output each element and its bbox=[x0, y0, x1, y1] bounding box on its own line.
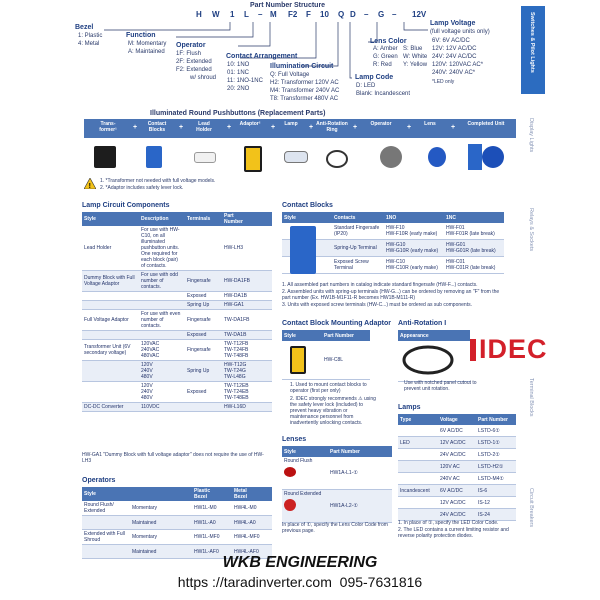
illum-col-header: Anti-Rotation Ring bbox=[316, 121, 348, 133]
cb-cell-nc: HW-F01 HW-F01R (late break) bbox=[444, 223, 504, 240]
table-row bbox=[82, 501, 272, 516]
lc-cell-desc bbox=[139, 331, 185, 340]
lampcode-opt-blank: Blank: Incandescent bbox=[356, 91, 411, 97]
ma-col-style: Style bbox=[282, 330, 322, 341]
op-cell-type: Momentary bbox=[130, 530, 192, 545]
op-cell-metal: HW4L-A0 bbox=[232, 516, 272, 530]
op-cell-type: Maintained bbox=[130, 545, 192, 559]
part-char: 10 bbox=[320, 10, 329, 19]
part-char: W bbox=[212, 10, 220, 19]
table-row bbox=[398, 473, 516, 485]
lc-cell-part: HW-L16D bbox=[222, 403, 272, 412]
op-cell-metal: HW4L-M0 bbox=[232, 501, 272, 516]
lamps-heading: Lamps bbox=[398, 404, 421, 411]
lampvoltage-title: Lamp Voltage bbox=[430, 20, 476, 27]
lampvoltage-opt-240v: 240V: 240V AC* bbox=[432, 70, 476, 76]
contact-blocks-note-3: 3. Units with exposed screw terminals (HW-C...) must be ordered as sub components. bbox=[282, 302, 472, 308]
part-char: 1 bbox=[230, 10, 235, 19]
operators-heading: Operators bbox=[82, 477, 116, 484]
lc-cell-term: Exposed bbox=[185, 292, 222, 301]
lp-col: Voltage bbox=[438, 414, 476, 425]
lc-col: Description bbox=[139, 212, 185, 226]
side-tab-switches-label: Switches & Pilot Lights bbox=[529, 12, 535, 73]
contact-opt-20: 20: 2NO bbox=[227, 86, 250, 92]
lc-cell-term: Spring Up bbox=[185, 301, 222, 310]
table-row bbox=[82, 331, 272, 340]
side-tab-display[interactable]: Display Lights bbox=[528, 118, 534, 153]
anti-rotation-ring-image bbox=[326, 150, 348, 168]
part-char: – bbox=[392, 10, 397, 19]
table-row bbox=[82, 340, 272, 361]
part-char: D bbox=[350, 10, 356, 19]
lp-cell-part: LSTD-1① bbox=[476, 437, 516, 449]
lc-cell-desc bbox=[139, 301, 185, 310]
operator-opt-f2-sub: w/ shroud bbox=[190, 75, 217, 81]
table-row bbox=[398, 437, 516, 449]
plus-sign: + bbox=[353, 124, 358, 131]
cb-cell-contacts: Exposed Screw Terminal bbox=[332, 257, 384, 274]
table-row bbox=[398, 497, 516, 509]
contact-title: Contact Arrangement bbox=[226, 53, 298, 60]
lp-cell-part: LSTD-2① bbox=[476, 449, 516, 461]
side-tab-breakers[interactable]: Circuit Breakers bbox=[528, 488, 534, 528]
table-row bbox=[82, 226, 272, 271]
lc-cell-desc: 120V 240V 480V bbox=[139, 382, 185, 403]
illum-col-header: Lens bbox=[424, 121, 436, 127]
lens-row-1-part: HW1A-L1-① bbox=[328, 457, 392, 490]
lens-image bbox=[428, 147, 446, 167]
lc-cell-part: HW-GA1 bbox=[222, 301, 272, 310]
illum-col-header: Completed Unit bbox=[467, 121, 505, 127]
part-char: 12V bbox=[412, 10, 427, 19]
lamps-note-1: 1. In place of ①, specify the LED Color Code. bbox=[398, 520, 499, 526]
lp-cell-type bbox=[398, 509, 438, 521]
adaptor-image bbox=[244, 146, 262, 172]
lampvoltage-opt-24v: 24V: 24V AC/DC bbox=[432, 54, 477, 60]
lc-cell-desc: 110VDC bbox=[139, 403, 185, 412]
table-row bbox=[82, 382, 272, 403]
side-tab-terminal[interactable]: Terminal Blocks bbox=[528, 378, 534, 417]
lamp-circuit-table bbox=[82, 212, 272, 412]
contact-opt-01: 01: 1NC bbox=[227, 70, 250, 76]
lc-cell-part: TW-T12FB TW-T24FB TW-T48FB bbox=[222, 340, 272, 361]
lc-col: Style bbox=[82, 212, 139, 226]
illuminated-parts-row bbox=[84, 138, 516, 178]
op-cell-style: Round Flush/ Extended bbox=[82, 501, 130, 516]
lamp-circuit-note: HW-GA1 "Dummy Block with full voltage adaptor" does not require the use of HW-LH3 bbox=[82, 452, 264, 464]
cb-col: Style bbox=[282, 212, 332, 223]
table-row bbox=[398, 449, 516, 461]
part-char: F bbox=[306, 10, 311, 19]
illum-col-header: Lamp bbox=[284, 121, 298, 127]
lc-cell-style: Full Voltage Adaptor bbox=[82, 310, 139, 331]
contact-block-photo bbox=[290, 226, 316, 274]
function-opt-m: M: Momentary bbox=[128, 41, 167, 47]
cb-cell-no: HW-F10 HW-F10R (early make) bbox=[384, 223, 444, 240]
completed-unit-image bbox=[482, 146, 504, 168]
mounting-adaptor-note-1: 1. Used to mount contact blocks to operator (first per only) bbox=[290, 382, 367, 394]
ar-col-appearance: Appearance bbox=[398, 330, 470, 341]
mounting-adaptor-note-2: 2. IDEC strongly recommends ⚠ using the safety lever lock (included) to prevent heavy vibration or maintenance personnel from inadvertently unlocking contacts. bbox=[290, 396, 376, 426]
part-char: G bbox=[378, 10, 385, 19]
table-row bbox=[82, 301, 272, 310]
lc-col: Part Number bbox=[222, 212, 272, 226]
op-col: Plastic Bezel bbox=[192, 487, 232, 501]
lead-holder-image bbox=[194, 152, 216, 163]
operator-image bbox=[380, 146, 402, 168]
cb-col: 1NC bbox=[444, 212, 504, 223]
lp-cell-volt: 12V AC/DC bbox=[438, 497, 476, 509]
plus-sign: + bbox=[179, 124, 184, 131]
lc-cell-desc: For use with even number of contacts. bbox=[139, 310, 185, 331]
table-row bbox=[398, 425, 516, 437]
mounting-adaptor-heading: Contact Block Mounting Adaptor bbox=[282, 320, 392, 327]
lc-cell-style: Transformer Unit (6V secondary voltage) bbox=[82, 340, 139, 361]
lp-cell-part: IS-6 bbox=[476, 485, 516, 497]
lp-cell-volt: 6V AC/DC bbox=[438, 425, 476, 437]
op-cell-plastic: HW1L-AF0 bbox=[192, 545, 232, 559]
lp-cell-type bbox=[398, 473, 438, 485]
op-cell-metal: HW4L-MF0 bbox=[232, 530, 272, 545]
lc-cell-desc: For use with odd number of contacts. bbox=[139, 271, 185, 292]
lens-opt-r: R: Red bbox=[373, 62, 392, 68]
contact-blocks-heading: Contact Blocks bbox=[282, 202, 333, 209]
lampvoltage-note: *LED only bbox=[432, 79, 455, 85]
side-tab-switches[interactable] bbox=[521, 6, 545, 94]
lens-col-style: Style bbox=[282, 446, 328, 457]
lp-cell-type bbox=[398, 449, 438, 461]
plus-sign: + bbox=[271, 124, 276, 131]
illum-opt-h2: H2: Transformer 120V AC bbox=[270, 80, 339, 86]
mounting-adaptor-table bbox=[282, 330, 370, 380]
lens-extended-image bbox=[284, 499, 296, 511]
lenscolor-title: Lens Color bbox=[370, 38, 407, 45]
footer-contact bbox=[0, 574, 600, 590]
contact-blocks-note-2: 2. Assembled units with spring-up terminals (HW-G...) can be ordered by removing an "F" from the part number (Ex. HW1B-M1F11-R becomes HW1B-M111-R) bbox=[282, 289, 500, 301]
lp-cell-part: IS-24 bbox=[476, 509, 516, 521]
illuminated-note-2: 2. *Adaptor includes safety lever lock. bbox=[100, 185, 184, 191]
lc-cell-term: Fingersafe bbox=[185, 310, 222, 331]
lenses-note: In place of ①, specify the Lens Color Code from previous page. bbox=[282, 522, 388, 534]
lc-cell-desc: 120V 240V 480V bbox=[139, 361, 185, 382]
plus-sign: + bbox=[227, 124, 232, 131]
table-row bbox=[398, 485, 516, 497]
cb-cell-no: HW-G10 HW-G10R (early make) bbox=[384, 240, 444, 257]
lampvoltage-opt-12v: 12V: 12V AC/DC bbox=[432, 46, 477, 52]
lc-cell-part: TW-T12EB TW-T24EB TW-T48EB bbox=[222, 382, 272, 403]
lp-cell-part: LSTD-M4① bbox=[476, 473, 516, 485]
lens-opt-s: S: Blue bbox=[403, 46, 423, 52]
lenses-table bbox=[282, 446, 392, 523]
lp-col: Type bbox=[398, 414, 438, 425]
table-row bbox=[82, 361, 272, 382]
lenses-heading: Lenses bbox=[282, 436, 307, 443]
illum-col-header: Trans- former¹ bbox=[99, 121, 117, 133]
lp-cell-type: Incandescent bbox=[398, 485, 438, 497]
svg-text:!: ! bbox=[88, 182, 91, 189]
part-char: H bbox=[196, 10, 202, 19]
anti-rotation-heading: Anti-Rotation I bbox=[398, 320, 447, 327]
lampvoltage-opt-6v: 6V: 6V AC/DC bbox=[432, 38, 470, 44]
plus-sign: + bbox=[133, 124, 138, 131]
plus-sign: + bbox=[407, 124, 412, 131]
part-char: Q bbox=[338, 10, 345, 19]
lc-cell-term: Spring Up bbox=[185, 361, 222, 382]
part-char: L bbox=[244, 10, 249, 19]
illum-col-header: Adaptor² bbox=[239, 121, 261, 127]
cb-col: 1NO bbox=[384, 212, 444, 223]
op-col: Style bbox=[82, 487, 130, 501]
cb-cell-contacts: Standard Fingersafe (IP20) bbox=[332, 223, 384, 240]
lc-cell-style: Lead Holder bbox=[82, 226, 139, 271]
lc-cell-style: Dummy Block with Full Voltage Adaptor bbox=[82, 271, 139, 292]
footer-phone: 095-7631816 bbox=[339, 574, 423, 590]
lamps-note-2: 2. The LED contains a current limiting resistor and reverse polarity protection diodes. bbox=[398, 527, 509, 539]
lamps-table bbox=[398, 414, 516, 521]
lc-cell-term: Fingersafe bbox=[185, 340, 222, 361]
bezel-opt-plastic: 1: Plastic bbox=[78, 33, 103, 39]
lc-cell-part: HW-DA1FB bbox=[222, 271, 272, 292]
op-cell-style bbox=[82, 516, 130, 530]
lp-cell-type: LED bbox=[398, 437, 438, 449]
op-cell-plastic: HW1L-M0 bbox=[192, 501, 232, 516]
op-cell-type: Maintained bbox=[130, 516, 192, 530]
plus-sign: + bbox=[309, 124, 314, 131]
table-row bbox=[398, 461, 516, 473]
lens-opt-g: G: Green bbox=[373, 54, 398, 60]
table-row bbox=[82, 516, 272, 530]
idec-logo-text: IDEC bbox=[479, 334, 548, 364]
lc-cell-desc: 120VAC 240VAC 480VAC bbox=[139, 340, 185, 361]
operators-table bbox=[82, 487, 272, 559]
anti-rotation-note: Use with notched panel cutout to prevent unit rotation. bbox=[404, 380, 477, 392]
lc-cell-style bbox=[82, 301, 139, 310]
lc-cell-part: TW-DA1FB bbox=[222, 310, 272, 331]
illum-col-header: Lead Holder bbox=[196, 121, 212, 133]
cb-cell-nc: HW-C01 HW-C01R (late break) bbox=[444, 257, 504, 274]
lc-cell-term: Fingersafe bbox=[185, 271, 222, 292]
lampcode-title: Lamp Code bbox=[355, 74, 394, 81]
lp-cell-type bbox=[398, 497, 438, 509]
lamp-circuit-heading: Lamp Circuit Components bbox=[82, 202, 170, 209]
anti-rotation-table bbox=[398, 330, 470, 382]
table-row bbox=[398, 509, 516, 521]
lc-cell-term bbox=[185, 226, 222, 271]
lampvoltage-sub: (full voltage units only) bbox=[430, 29, 490, 35]
illum-opt-t8: T8: Transformer 480V AC bbox=[270, 96, 339, 102]
lp-cell-volt: 12V AC/DC bbox=[438, 437, 476, 449]
contact-block-image bbox=[146, 146, 162, 168]
part-char: F2 bbox=[288, 10, 298, 19]
illum-col-header: Contact Blocks bbox=[147, 121, 167, 133]
footer-company: WKB ENGINEERING bbox=[222, 554, 378, 571]
bezel-title: Bezel bbox=[75, 24, 94, 31]
part-char: M bbox=[270, 10, 277, 19]
lc-col: Terminals bbox=[185, 212, 222, 226]
footer-url[interactable]: https ://taradinverter.com bbox=[177, 574, 332, 590]
op-cell-metal: HW4L-AF0 bbox=[232, 545, 272, 559]
illum-opt-q: Q: Full Voltage bbox=[270, 72, 310, 78]
contact-opt-11: 11: 1NO-1NC bbox=[227, 78, 263, 84]
op-col: Metal Bezel bbox=[232, 487, 272, 501]
op-cell-type: Momentary bbox=[130, 501, 192, 516]
operator-opt-2f: 2F: Extended bbox=[176, 59, 212, 65]
lens-opt-y: Y: Yellow bbox=[403, 62, 428, 68]
bezel-opt-metal: 4: Metal bbox=[78, 41, 100, 47]
function-opt-a: A: Maintained bbox=[128, 49, 165, 55]
lp-col: Part Number bbox=[476, 414, 516, 425]
op-cell-style: Extended with Full Shroud bbox=[82, 530, 130, 545]
lens-row-2-part: HW1A-L2-① bbox=[328, 490, 392, 523]
lc-cell-term: Exposed bbox=[185, 382, 222, 403]
operator-opt-1f: 1F: Flush bbox=[176, 51, 202, 57]
operator-title: Operator bbox=[176, 42, 206, 49]
table-row bbox=[82, 403, 272, 412]
operator-opt-f2: F2: Extended bbox=[176, 67, 212, 73]
cb-col: Contacts bbox=[332, 212, 384, 223]
op-col bbox=[130, 487, 192, 501]
warning-icon bbox=[84, 178, 96, 189]
op-cell-plastic: HW1L-A0 bbox=[192, 516, 232, 530]
ma-part: HW-C8L bbox=[322, 341, 370, 380]
lc-cell-term bbox=[185, 403, 222, 412]
table-row bbox=[82, 271, 272, 292]
illum-opt-m4: M4: Transformer 240V AC bbox=[270, 88, 340, 94]
completed-unit-block bbox=[468, 144, 482, 170]
lens-col-part: Part Number bbox=[328, 446, 392, 457]
lc-cell-style bbox=[82, 361, 139, 382]
lc-cell-style bbox=[82, 382, 139, 403]
lc-cell-part: HW-T12G TW-T24G TW-L48G bbox=[222, 361, 272, 382]
lens-opt-w: W: White bbox=[403, 54, 428, 60]
part-char: – bbox=[364, 10, 369, 19]
lamp-image bbox=[284, 151, 308, 163]
mounting-adaptor-image bbox=[290, 346, 306, 374]
illumination-title: Illumination Circuit bbox=[270, 63, 334, 70]
lp-cell-volt: 24V AC/DC bbox=[438, 509, 476, 521]
lens-opt-a: A: Amber bbox=[373, 46, 398, 52]
lc-cell-part: HW-LH3 bbox=[222, 226, 272, 271]
lc-cell-part: TW-DA1B bbox=[222, 331, 272, 340]
lampcode-opt-d: D: LED bbox=[356, 83, 376, 89]
lc-cell-style bbox=[82, 331, 139, 340]
cb-cell-contacts: Spring-Up Terminal bbox=[332, 240, 384, 257]
illuminated-note-1: 1. *Transformer not needed with full voltage models. bbox=[100, 178, 216, 184]
lp-cell-type bbox=[398, 461, 438, 473]
lp-cell-part: IS-12 bbox=[476, 497, 516, 509]
lp-cell-volt: 120V AC bbox=[438, 461, 476, 473]
table-row bbox=[82, 530, 272, 545]
lp-cell-part: LSTD-6① bbox=[476, 425, 516, 437]
contact-opt-10: 10: 1NO bbox=[227, 62, 250, 68]
lc-cell-desc bbox=[139, 292, 185, 301]
lc-cell-part: HW-DA1B bbox=[222, 292, 272, 301]
cb-cell-nc: HW-G01 HW-G01R (late break) bbox=[444, 240, 504, 257]
table-row bbox=[82, 310, 272, 331]
side-tab-relays[interactable]: Relays & Sockets bbox=[528, 208, 534, 252]
lc-cell-style bbox=[82, 292, 139, 301]
lp-cell-type bbox=[398, 425, 438, 437]
lc-cell-style: DC-DC Converter bbox=[82, 403, 139, 412]
lc-cell-term: Exposed bbox=[185, 331, 222, 340]
table-row bbox=[82, 292, 272, 301]
lp-cell-volt: 240V AC bbox=[438, 473, 476, 485]
lc-cell-desc: For use with HW-C10, on all illuminated pushbutton units. One required for each block (pair) of contacts. bbox=[139, 226, 185, 271]
contact-blocks-note-1: 1. All assembled part numbers in catalog indicate standard fingersafe (HW-F...) contacts. bbox=[282, 282, 478, 288]
transformer-image bbox=[94, 146, 116, 168]
cb-cell-no: HW-C10 HW-C10R (early make) bbox=[384, 257, 444, 274]
lampvoltage-opt-120v: 120V: 120VAC AC* bbox=[432, 62, 484, 68]
lens-row-2-style: Round Extended bbox=[284, 491, 322, 497]
lens-row-1-style: Round Flush bbox=[284, 458, 313, 464]
plus-sign: + bbox=[451, 124, 456, 131]
part-char: – bbox=[258, 10, 263, 19]
lp-cell-volt: 24V AC/DC bbox=[438, 449, 476, 461]
op-cell-plastic: HW1L-MF0 bbox=[192, 530, 232, 545]
ma-col-part: Part Number bbox=[322, 330, 370, 341]
function-title: Function bbox=[126, 32, 156, 39]
structure-heading: Part Number Structure bbox=[250, 2, 326, 9]
lp-cell-volt: 6V AC/DC bbox=[438, 485, 476, 497]
illum-col-header: Operator bbox=[370, 121, 392, 127]
lens-flush-image bbox=[284, 467, 296, 477]
illuminated-heading: Illuminated Round Pushbuttons (Replacement Parts) bbox=[150, 110, 326, 117]
anti-rotation-ring-image bbox=[400, 343, 456, 377]
lp-cell-part: LSTD-H2① bbox=[476, 461, 516, 473]
